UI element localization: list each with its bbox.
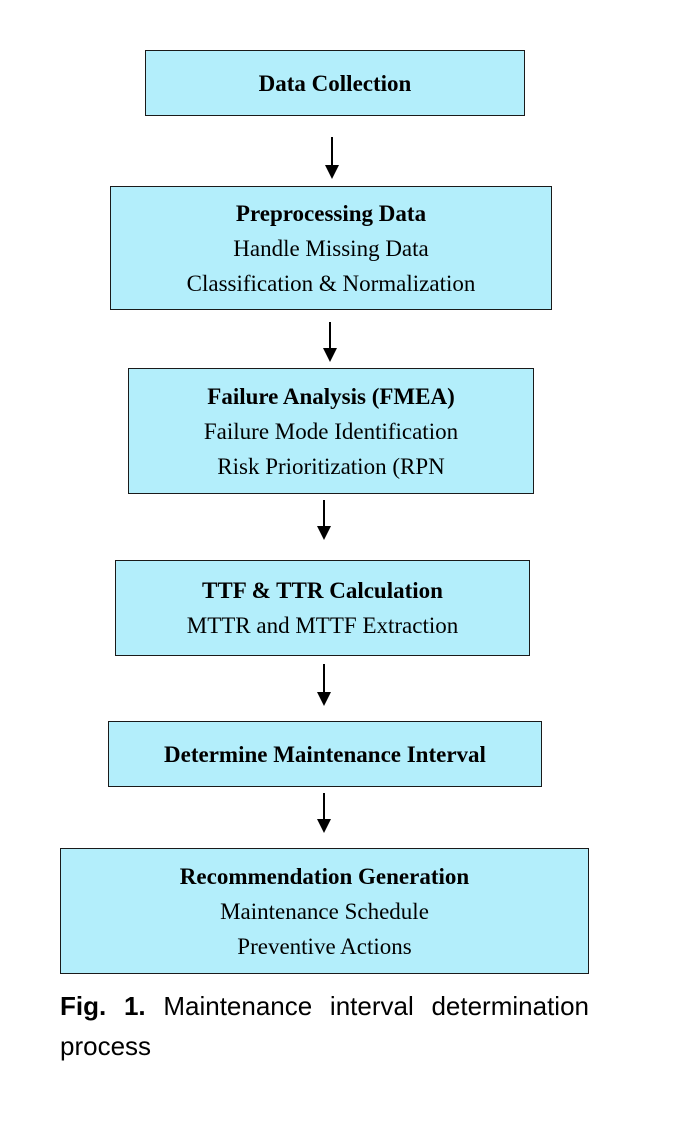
step-ttf-ttr-calculation bbox=[115, 560, 530, 656]
step-title: Data Collection bbox=[258, 70, 412, 96]
step-preprocessing bbox=[110, 186, 552, 310]
step-line: Classification & Normalization bbox=[186, 270, 476, 296]
arrow-down-icon bbox=[320, 322, 340, 362]
arrow-down-icon bbox=[314, 664, 334, 706]
step-line: Failure Mode Identification bbox=[203, 418, 459, 444]
arrow-down-icon bbox=[322, 137, 342, 179]
step-title: Determine Maintenance Interval bbox=[164, 741, 486, 767]
step-line: Maintenance Schedule bbox=[220, 898, 429, 924]
step-line: Risk Prioritization (RPN bbox=[217, 453, 445, 479]
figure-label: Fig. bbox=[60, 991, 107, 1021]
arrow-down-icon bbox=[314, 793, 334, 833]
step-determine-interval bbox=[108, 721, 542, 787]
step-line: Handle Missing Data bbox=[233, 235, 429, 261]
step-title: TTF & TTR Calculation bbox=[202, 578, 443, 603]
step-line: Preventive Actions bbox=[237, 933, 412, 959]
step-title: Recommendation Generation bbox=[179, 863, 470, 889]
step-line: MTTR and MTTF Extraction bbox=[186, 613, 459, 638]
step-data-collection bbox=[145, 50, 525, 116]
step-failure-analysis bbox=[128, 368, 534, 494]
step-recommendation bbox=[60, 848, 589, 974]
arrow-down-icon bbox=[314, 500, 334, 540]
figure-caption bbox=[60, 986, 589, 1066]
figure-number: 1. bbox=[123, 991, 146, 1021]
step-title: Preprocessing Data bbox=[235, 200, 427, 226]
figure-caption-text: Maintenance interval determination process bbox=[60, 991, 589, 1061]
step-title: Failure Analysis (FMEA) bbox=[207, 383, 455, 409]
